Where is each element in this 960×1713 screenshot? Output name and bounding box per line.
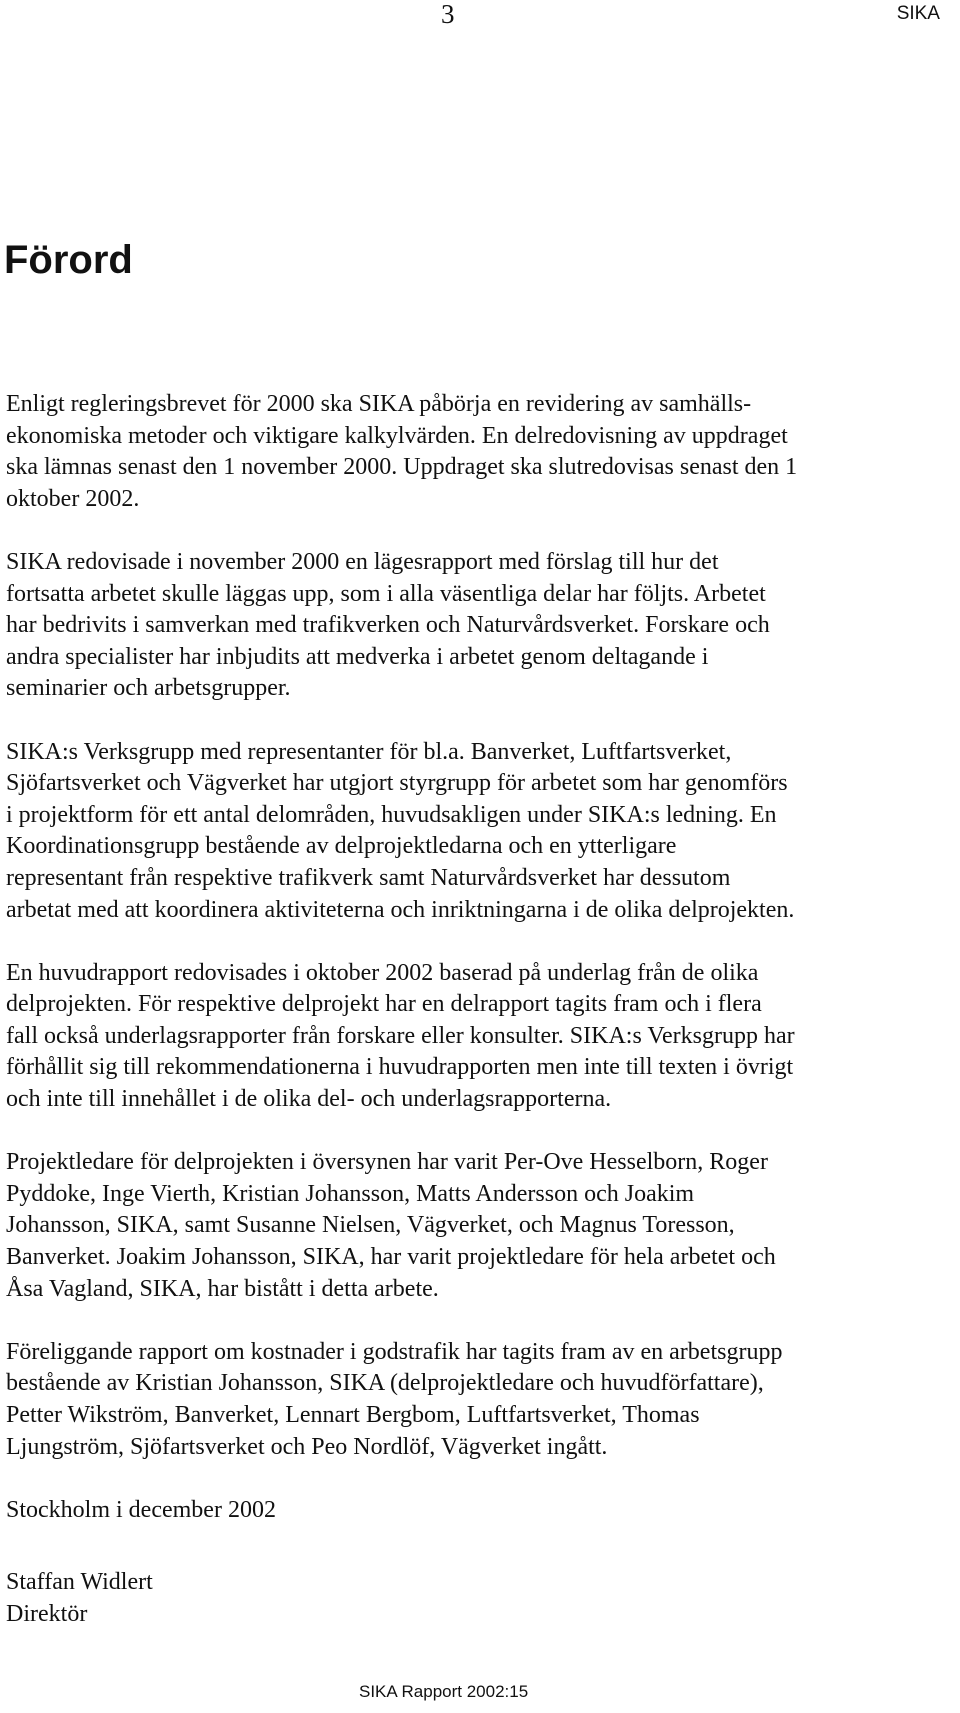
text-line: Koordinationsgrupp bestående av delprojektledarna och en ytterligare (6, 833, 677, 860)
text-line: har bedrivits i samverkan med trafikverken och Naturvårdsverket. Forskare och (6, 612, 770, 639)
text-line: och inte till innehållet i de olika del- och underlagsrapporterna. (6, 1086, 612, 1113)
text-line: Föreliggande rapport om kostnader i godstrafik har tagits fram av en arbetsgrupp (6, 1338, 783, 1365)
text-line: Petter Wikström, Banverket, Lennart Bergbom, Luftfartsverket, Thomas (6, 1402, 700, 1428)
text-line: Ljungström, Sjöfartsverket och Peo Nordlöf, Vägverket ingått. (6, 1433, 608, 1460)
text-line: fall också underlagsrapporter från forskare eller konsulter. SIKA:s Verksgrupp har (6, 1022, 795, 1049)
text-line: Pyddoke, Inge Vierth, Kristian Johansson, Matts Andersson och Joakim (6, 1180, 695, 1207)
paragraph-status-report (6, 547, 911, 705)
paragraph-working-group (6, 1337, 911, 1463)
text-line: ska lämnas senast den 1 november 2000. Uppdraget ska slutredovisas senast den 1 (6, 454, 798, 481)
signature-block (6, 1567, 153, 1630)
page-number: 3 (441, 0, 455, 29)
text-line: bestående av Kristian Johansson, SIKA (delprojektledare och huvudförfattare), (6, 1370, 764, 1397)
header-label: SIKA (896, 3, 940, 24)
text-line: En huvudrapport redovisades i oktober 2002 baserad på underlag från de olika (6, 959, 759, 986)
text-line: Åsa Vagland, SIKA, har bistått i detta arbete. (6, 1275, 439, 1302)
text-line: fortsatta arbetet skulle läggas upp, som i alla väsentliga delar har följts. Arbetet (6, 580, 766, 607)
footer-label: SIKA Rapport 2002:15 (359, 1682, 529, 1701)
paragraph-project-leaders (6, 1147, 911, 1305)
text-line: representant från respektive trafikverk samt Naturvårdsverket har dessutom (6, 864, 731, 891)
text-line: SIKA:s Verksgrupp med representanter för bl.a. Banverket, Luftfartsverket, (6, 738, 732, 765)
page-title: Förord (4, 238, 133, 282)
text-line: arbetat med att koordinera aktiviteterna och inriktningarna i de olika delprojekten. (6, 896, 795, 923)
text-line: Banverket. Joakim Johansson, SIKA, har varit projektledare för hela arbetet och (6, 1244, 776, 1271)
signatory-role: Direktör (6, 1600, 88, 1627)
text-line: SIKA redovisade i november 2000 en lägesrapport med förslag till hur det (6, 548, 719, 575)
paragraph-assignment (6, 389, 911, 515)
document-body (6, 389, 911, 1558)
text-line: Sjöfartsverket och Vägverket har utgjort styrgrupp för arbetet som har genomförs (6, 770, 788, 797)
paragraph-main-report (6, 958, 911, 1116)
paragraph-place-date (6, 1495, 911, 1527)
text-line: seminarier och arbetsgrupper. (6, 675, 291, 702)
text-line: andra specialister har inbjudits att medverka i arbetet genom deltagande i (6, 643, 709, 670)
text-line: Projektledare för delprojekten i översynen har varit Per-Ove Hesselborn, Roger (6, 1149, 768, 1176)
text-line: oktober 2002. (6, 485, 140, 512)
place-date: Stockholm i december 2002 (6, 1496, 276, 1523)
text-line: Johansson, SIKA, samt Susanne Nielsen, Vägverket, och Magnus Toresson, (6, 1212, 735, 1239)
paragraph-steering-group (6, 737, 911, 927)
text-line: delprojekten. För respektive delprojekt har en delrapport tagits fram och i flera (6, 991, 762, 1018)
signatory-name: Staffan Widlert (6, 1569, 153, 1595)
text-line: i projektform för ett antal delområden, huvudsakligen under SIKA:s ledning. En (6, 801, 777, 828)
text-line: förhållit sig till rekommendationerna i huvudrapporten men inte till texten i övrigt (6, 1054, 794, 1081)
text-line: ekonomiska metoder och viktigare kalkylvärden. En delredovisning av uppdraget (6, 422, 788, 449)
text-line: Enligt regleringsbrevet för 2000 ska SIKA påbörja en revidering av samhälls- (6, 391, 752, 417)
